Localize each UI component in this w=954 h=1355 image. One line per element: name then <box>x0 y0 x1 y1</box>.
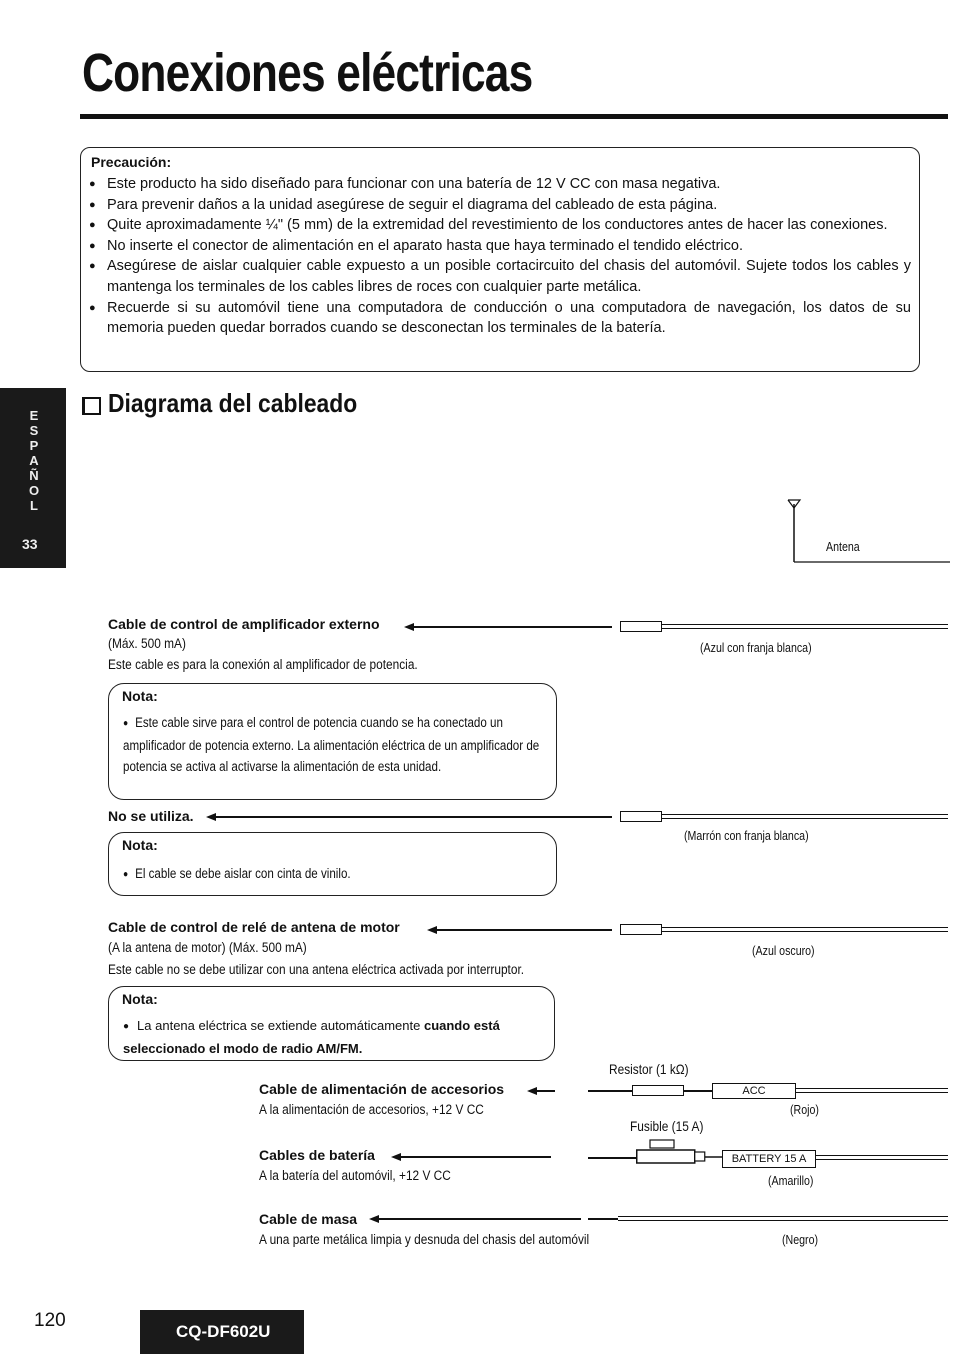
leader-line <box>435 929 612 931</box>
wire-amp-control <box>662 624 948 629</box>
note-heading: Nota: <box>122 991 158 1007</box>
accessory-title: Cable de alimentación de accesorios <box>259 1081 505 1097</box>
language-side-tab <box>0 388 66 568</box>
leader-line <box>412 626 612 628</box>
precaution-item: ● Asegúrese de aislar cualquier cable expuesto a un posible cortacircuito del chasis del automóvil. Sujete todos los cables y mantenga los terminales de los cables libres de roces con cualquier parte metálica. <box>89 256 911 297</box>
unused-color: (Marrón con franja blanca) <box>684 829 809 843</box>
motor-antenna-note <box>108 986 555 1061</box>
note-heading: Nota: <box>122 688 158 704</box>
section-title: Diagrama del cableado <box>108 388 358 418</box>
tab-letter: S <box>29 423 39 438</box>
antenna-wire <box>784 496 954 566</box>
resistor-icon <box>632 1085 684 1096</box>
fuse-holder-icon <box>636 1138 722 1168</box>
motor-antenna-title: Cable de control de relé de antena de motor <box>108 919 400 935</box>
motor-antenna-spec: (A la antena de motor) (Máx. 500 mA) <box>108 940 307 955</box>
wire-battery <box>816 1155 948 1160</box>
precaution-item: ● Quite aproximadamente ¼" (5 mm) de la extremidad del revestimiento de los conductores antes de hacer las conexiones. <box>89 215 911 236</box>
note-text <box>123 1015 543 1059</box>
wire-stub <box>588 1218 618 1220</box>
precaution-item: ● No inserte el conector de alimentación en el aparato hasta que haya terminado el tendido eléctrico. <box>89 236 911 257</box>
tab-page-number: 33 <box>22 536 38 552</box>
tab-letter: E <box>29 408 39 423</box>
precaution-box <box>80 147 920 372</box>
leader-line <box>399 1156 551 1158</box>
amp-control-title: Cable de control de amplificador externo <box>108 616 380 632</box>
unused-note <box>108 832 557 896</box>
wire-motor-antenna <box>662 927 948 932</box>
fuse-label: Fusible (15 A) <box>630 1118 704 1134</box>
antenna-label: Antena <box>826 540 860 554</box>
ground-title: Cable de masa <box>259 1211 358 1227</box>
leader-line <box>377 1218 581 1220</box>
tab-letter: Ñ <box>29 468 39 483</box>
wire-stub <box>684 1090 712 1092</box>
precaution-list <box>89 174 911 339</box>
motor-antenna-color: (Azul oscuro) <box>752 944 815 958</box>
tab-letter: L <box>30 498 38 513</box>
tab-letter: P <box>29 438 39 453</box>
page-title: Conexiones eléctricas <box>82 43 533 103</box>
precaution-item: ● Para prevenir daños a la unidad asegúrese de seguir el diagrama del cableado de esta página. <box>89 195 911 216</box>
motor-antenna-desc: Este cable no se debe utilizar con una antena eléctrica activada por interruptor. <box>108 962 525 977</box>
tab-letter: A <box>29 453 39 468</box>
wire-unused <box>662 814 948 819</box>
language-letters <box>28 408 40 513</box>
leader-line <box>535 1090 555 1092</box>
acc-box: ACC <box>712 1083 796 1099</box>
leader-line <box>214 816 612 818</box>
wire-ground <box>618 1216 948 1221</box>
note-text: ● El cable se debe aislar con cinta de vinilo. <box>123 863 351 886</box>
battery-desc: A la batería del automóvil, +12 V CC <box>259 1168 451 1183</box>
unused-title: No se utiliza. <box>108 808 194 824</box>
model-name: CQ-DF602U <box>176 1322 271 1341</box>
tab-letter: O <box>28 483 40 498</box>
battery-title: Cables de batería <box>259 1147 375 1163</box>
section-box-icon <box>82 397 101 415</box>
battery-color: (Amarillo) <box>768 1174 814 1188</box>
page-number: 120 <box>34 1310 66 1331</box>
battery-box: BATTERY 15 A <box>722 1150 816 1168</box>
amp-control-spec: (Máx. 500 mA) <box>108 636 186 651</box>
note-text: ● Este cable sirve para el control de potencia cuando se ha conectado un amplificador de potencia externo. La alimentación eléctrica de un amplificador de potencia se activa al activarse la alimentación de esta unidad. <box>123 712 544 777</box>
precaution-heading: Precaución: <box>91 154 172 170</box>
ground-color: (Negro) <box>782 1233 819 1247</box>
accessory-color: (Rojo) <box>790 1103 819 1117</box>
note-heading: Nota: <box>122 837 158 853</box>
amp-control-color: (Azul con franja blanca) <box>700 641 812 655</box>
amp-control-desc: Este cable es para la conexión al amplificador de potencia. <box>108 657 418 672</box>
connector-plug <box>620 924 662 935</box>
title-rule <box>80 114 948 119</box>
precaution-item: ● Recuerde si su automóvil tiene una computadora de conducción o una computadora de navegación, los datos de su memoria pueden quedar borrados cuando se desconectan los terminales de la batería. <box>89 298 911 339</box>
ground-desc: A una parte metálica limpia y desnuda del chasis del automóvil <box>259 1232 590 1247</box>
precaution-item: ● Este producto ha sido diseñado para funcionar con una batería de 12 V CC con masa negativa. <box>89 174 911 195</box>
note-text-normal: ● La antena eléctrica se extiende automáticamente <box>123 1018 420 1033</box>
connector-plug <box>620 811 662 822</box>
wire-stub <box>588 1157 636 1159</box>
amp-control-note <box>108 683 557 800</box>
connector-plug <box>620 621 662 632</box>
wire-accessory <box>796 1088 948 1093</box>
accessory-desc: A la alimentación de accesorios, +12 V CC <box>259 1102 484 1117</box>
note-text-bold: cuando está seleccionado el modo de radio AM/FM. <box>123 1018 500 1056</box>
resistor-label: Resistor (1 kΩ) <box>609 1061 689 1077</box>
model-badge <box>140 1310 304 1354</box>
wire-stub <box>588 1090 632 1092</box>
